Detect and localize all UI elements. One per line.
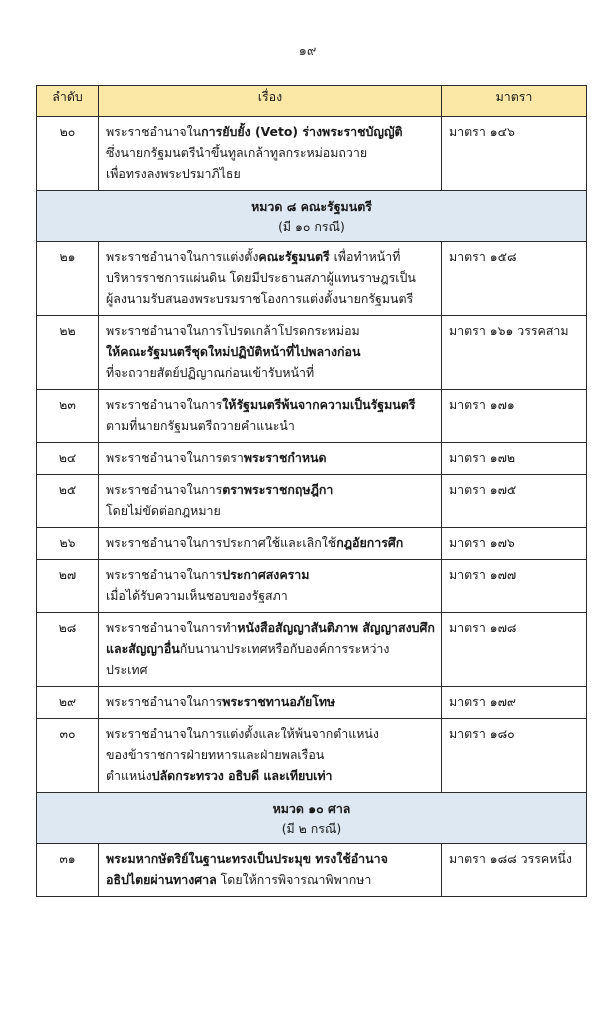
header-no: ลำดับ [37,86,99,117]
story-text: เพื่อทำหน้าที่ [329,249,401,264]
table-row [37,316,587,390]
story-line [106,163,433,184]
row-section: มาตรา ๑๘๘ วรรคหนึ่ง [442,844,587,897]
row-section: มาตรา ๑๖๑ วรรคสาม [442,316,587,390]
story-text-bold: พระราชกำหนด [243,450,327,465]
story-text: พระราชอำนาจในการ [106,482,223,497]
story-text: ประเทศ [106,662,148,677]
row-number: ๒๒ [37,316,99,390]
row-section: มาตรา ๑๕๘ [442,242,587,316]
story-line [106,246,433,267]
story-text-bold: ให้คณะรัฐมนตรีชุดใหม่ปฏิบัติหน้าที่ไปพลางก่อน [106,344,361,359]
story-text-bold: อธิปไตยผ่านทางศาล [106,872,217,887]
table-row [37,613,587,687]
story-text: ที่จะถวายสัตย์ปฏิญาณก่อนเข้ารับหน้าที่ [106,365,315,380]
story-line [106,394,433,415]
story-text: ผู้ลงนามรับสนองพระบรมราชโองการแต่งตั้งนายกรัฐมนตรี [106,291,414,306]
row-number: ๒๐ [37,117,99,191]
story-text: ซึ่งนายกรัฐมนตรีนำขึ้นทูลเกล้าทูลกระหม่อมถวาย [106,145,368,160]
row-number: ๓๐ [37,719,99,793]
story-line [106,585,433,606]
story-text-bold: และสัญญาอื่น [106,641,180,656]
row-story [99,719,442,793]
page-number: ๑๙ [298,44,317,59]
row-story [99,117,442,191]
row-number: ๒๘ [37,613,99,687]
story-line [106,267,433,288]
story-line [106,288,433,309]
row-number: ๓๑ [37,844,99,897]
story-text: เมื่อได้รับความเห็นชอบของรัฐสภา [106,588,288,603]
story-text-bold: ประกาศสงคราม [222,567,310,582]
story-text: พระราชอำนาจในการ [106,694,223,709]
story-text: พระราชอำนาจในการแต่งตั้ง [106,249,259,264]
story-line [106,659,433,680]
story-text-bold: พระมหากษัตริย์ในฐานะทรงเป็นประมุข ทรงใช้อำนาจ [106,851,388,866]
header-section: มาตรา [442,86,587,117]
royal-powers-table [36,85,587,897]
story-text-bold: ให้รัฐมนตรีพ้นจากความเป็นรัฐมนตรี [222,397,416,412]
story-line [106,341,433,362]
row-story [99,390,442,443]
row-section: มาตรา ๑๗๙ [442,687,587,719]
story-line [106,142,433,163]
row-story [99,687,442,719]
story-line [106,564,433,585]
row-section: มาตรา ๑๔๖ [442,117,587,191]
table-row [37,242,587,316]
row-number: ๒๗ [37,560,99,613]
story-text-bold: คณะรัฐมนตรี [258,249,330,264]
story-text: บริหารราชการแผ่นดิน โดยมีประธานสภาผู้แทนราษฎรเป็น [106,270,416,285]
chapter-title: หมวด ๘ คณะรัฐมนตรี [251,199,372,214]
chapter-cell [37,191,587,242]
story-text-bold: การยับยั้ง (Veto) ร่างพระราชบัญญัติ [201,124,403,139]
story-text: ของข้าราชการฝ่ายทหารและฝ่ายพลเรือน [106,747,325,762]
story-line [106,638,433,659]
chapter-row [37,191,587,242]
row-section: มาตรา ๑๗๒ [442,443,587,475]
row-story [99,316,442,390]
story-text: โดยไม่ขัดต่อกฎหมาย [106,503,221,518]
story-line [106,691,433,712]
story-text: พระราชอำนาจในการตรา [106,450,244,465]
row-section: มาตรา ๑๘๐ [442,719,587,793]
row-section: มาตรา ๑๗๑ [442,390,587,443]
story-line [106,765,433,786]
story-text: กับนานาประเทศหรือกับองค์การระหว่าง [179,641,390,656]
row-story [99,528,442,560]
table-row [37,390,587,443]
story-text: พระราชอำนาจในการทำ [106,620,238,635]
story-text: โดยให้การพิจารณาพิพากษา [216,872,372,887]
chapter-case-count: (มี ๒ กรณี) [281,821,342,836]
row-number: ๒๖ [37,528,99,560]
chapter-cell [37,793,587,844]
row-story [99,475,442,528]
table-row [37,687,587,719]
row-number: ๒๑ [37,242,99,316]
row-section: มาตรา ๑๗๘ [442,613,587,687]
row-number: ๒๙ [37,687,99,719]
story-line [106,848,433,869]
story-text: พระราชอำนาจในการแต่งตั้งและให้พ้นจากตำแหน่ง [106,726,379,741]
story-text: พระราชอำนาจในการ [106,397,223,412]
row-section: มาตรา ๑๗๗ [442,560,587,613]
row-story [99,443,442,475]
table-header-row [37,86,587,117]
table-body [37,117,587,897]
story-line [106,532,433,553]
story-text-bold: หนังสือสัญญาสันติภาพ สัญญาสงบศึก [237,620,435,635]
table-row [37,844,587,897]
story-text-bold: ปลัดกระทรวง อธิบดี และเทียบเท่า [151,768,333,783]
header-story: เรื่อง [99,86,442,117]
story-text: พระราชอำนาจใน [106,124,202,139]
table-row [37,528,587,560]
story-text: พระราชอำนาจในการประกาศใช้และเลิกใช้ [106,535,337,550]
story-text: พระราชอำนาจในการโปรดเกล้าโปรดกระหม่อม [106,323,360,338]
row-section: มาตรา ๑๗๖ [442,528,587,560]
row-section: มาตรา ๑๗๕ [442,475,587,528]
story-line [106,869,433,890]
story-text: ตามที่นายกรัฐมนตรีถวายคำแนะนำ [106,418,295,433]
table-row [37,719,587,793]
story-line [106,723,433,744]
row-story [99,560,442,613]
row-story [99,844,442,897]
row-story [99,613,442,687]
story-line [106,415,433,436]
table-row [37,117,587,191]
story-text-bold: กฎอัยการศึก [336,535,404,550]
row-number: ๒๔ [37,443,99,475]
chapter-case-count: (มี ๑๐ กรณี) [278,219,345,234]
story-line [106,744,433,765]
row-number: ๒๕ [37,475,99,528]
story-text-bold: พระราชทานอภัยโทษ [222,694,336,709]
table-row [37,475,587,528]
table-row [37,560,587,613]
story-text: พระราชอำนาจในการ [106,567,223,582]
chapter-row [37,793,587,844]
story-text-bold: ตราพระราชกฤษฎีกา [222,482,334,497]
story-line [106,362,433,383]
story-line [106,479,433,500]
story-line [106,500,433,521]
story-text: เพื่อทรงลงพระปรมาภิไธย [106,166,241,181]
story-text: ตำแหน่ง [106,768,152,783]
row-story [99,242,442,316]
row-number: ๒๓ [37,390,99,443]
chapter-title: หมวด ๑๐ ศาล [272,801,351,816]
story-line [106,617,433,638]
story-line [106,320,433,341]
story-line [106,447,433,468]
table-row [37,443,587,475]
story-line [106,121,433,142]
